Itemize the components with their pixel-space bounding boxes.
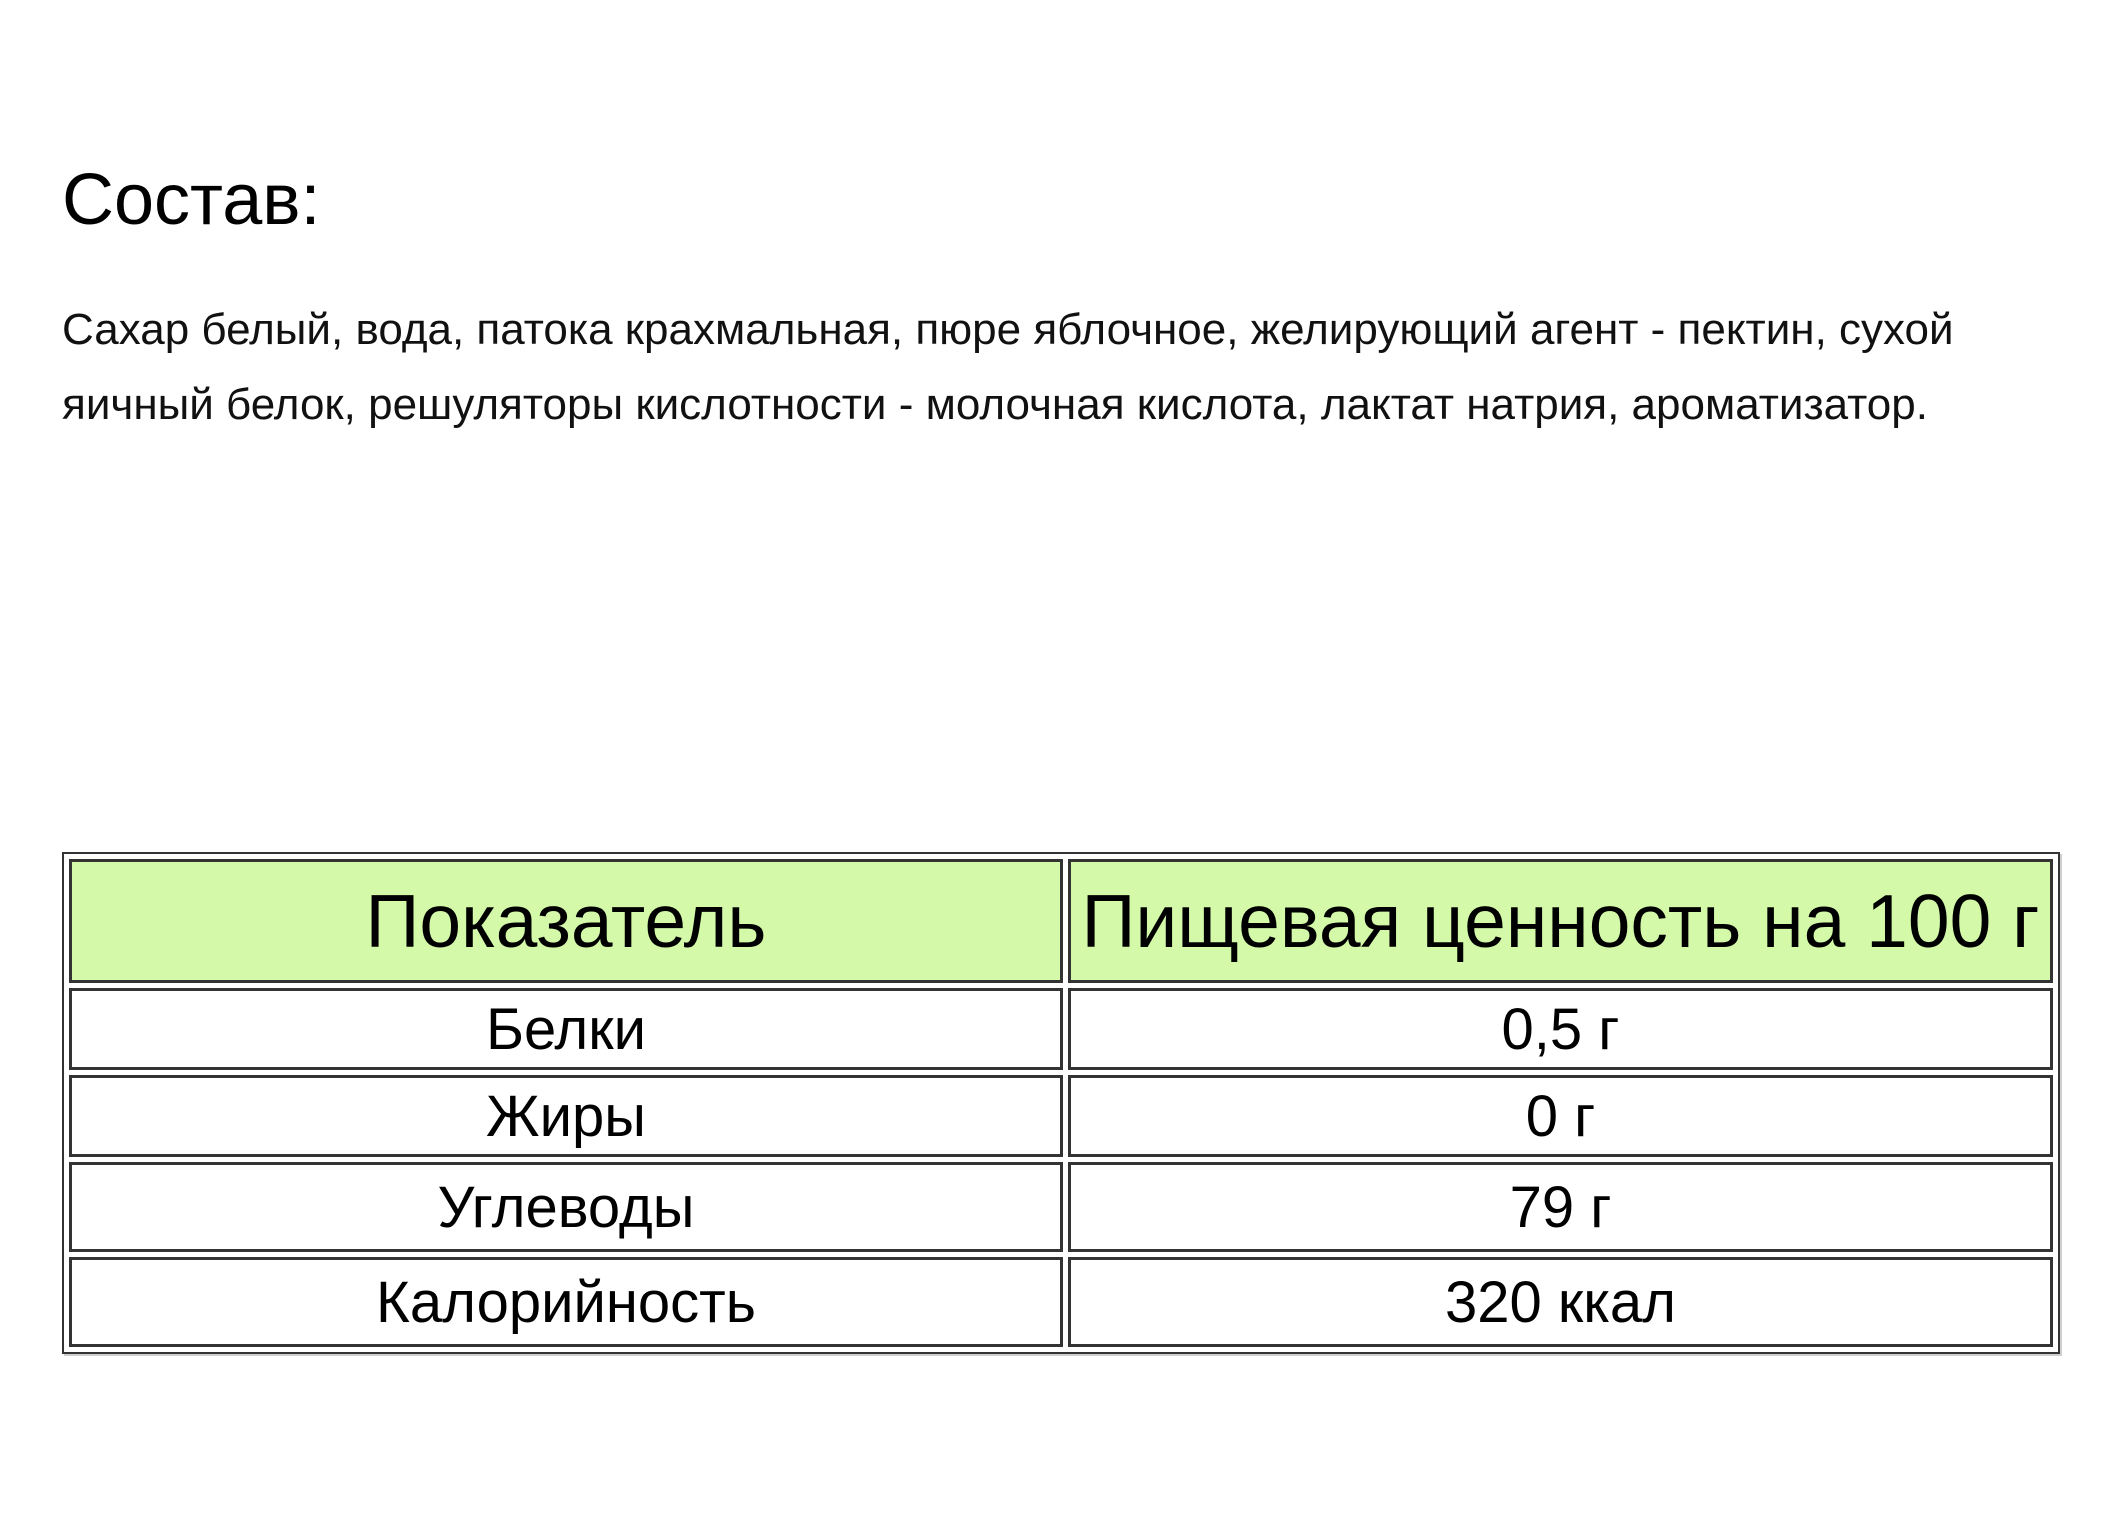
row-value: 320 ккал	[1068, 1257, 2053, 1347]
header-nutrition-value: Пищевая ценность на 100 г	[1068, 859, 2053, 983]
row-indicator: Жиры	[69, 1075, 1063, 1157]
table-row	[69, 1257, 2053, 1347]
row-indicator: Калорийность	[69, 1257, 1063, 1347]
composition-heading: Состав:	[62, 160, 321, 240]
row-value: 0,5 г	[1068, 988, 2053, 1070]
composition-text: Сахар белый, вода, патока крахмальная, пюре яблочное, желирующий агент - пектин, сухой яичный белок, решуляторы кислотности - молочная кислота, лактат натрия, ароматизатор.	[62, 305, 1954, 429]
row-indicator: Белки	[69, 988, 1063, 1070]
row-value: 0 г	[1068, 1075, 2053, 1157]
header-indicator: Показатель	[69, 859, 1063, 983]
table-row	[69, 988, 2053, 1070]
table-header-row	[69, 859, 2053, 983]
nutrition-table	[62, 852, 2060, 1354]
table-row	[69, 1162, 2053, 1252]
table-row	[69, 1075, 2053, 1157]
row-value: 79 г	[1068, 1162, 2053, 1252]
row-indicator: Углеводы	[69, 1162, 1063, 1252]
